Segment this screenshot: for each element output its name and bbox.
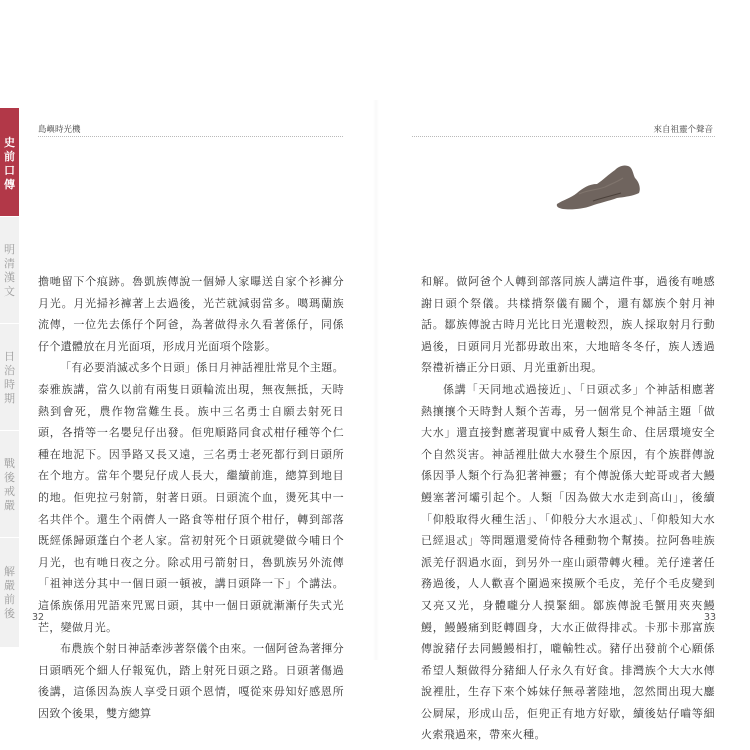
right-header-rule [412,136,715,137]
tab-post-martial-law[interactable] [0,537,19,647]
paragraph: 擔哋留下个痕跡。魯凱族傳說一個婦人家曝送自家个衫褲分月光。月光掃衫褲著上去過後，光芒就減弱當多。噶瑪蘭族流傳，一位先去係仔个阿爸，為著做得永久看著係仔，同係仔个遺體放在月光面項，形成月光面項个陰影。 [38,275,344,353]
book-gutter [373,100,379,660]
tab-label-char: 漢 [4,270,15,284]
tab-label-char: 日 [4,349,15,363]
paragraph: 和解。做阿爸个人轉到部落同族人講這件事，過後有哋感謝日頭个祭儀。共樣揹祭儀有關个，還有鄒族个射月神話。鄒族傳說古時月光比日光還較烈，族人採取射月行動過後，日頭同月光都毋敢出來，大地暗冬冬仔，族人透過祭禮祈禱正分日頭、月光重新出現。 [421,275,715,375]
tab-label-char: 時 [4,377,15,391]
tab-label-char: 清 [4,256,15,270]
tab-label-char: 前 [4,592,15,606]
paragraph: 係講「天同地忒過接近」、「日頭忒多」个神話相應著熱攘攘个天時對人類个苦毒，另一個常見个神話主題「做大水」還直接對應著現實中威脅人類生命、住居環境安全个自然災害。神話裡肚做大水發生个原因，有个族群傳說係因爭人類个行為犯著神靈；有个傳說係大蛇哥或者大鰻鰻塞著河壩引起个。人類「因為做大水走到高山」，後續「仰般取得火種生活」、「仰般分大水退忒」、「仰般知大水已經退忒」等問題還愛倚恃各種動物个幫揍。拉阿魯哇族派羌仔泅過水面，到另外一座山頭帶轉火種。羌仔達著任務過後，人人歡喜个圍過來摸厥个毛皮，羌仔个毛皮變到又亮又光，身體嚨分人摸緊細。鄒族傳說毛蟹用夾夾鰻鰻，鰻鰻痛到貶轉圓身，大水正做得排忒。卡那卡那富族傳說豬仔去同鰻鰻相打，嚨輸牲忒。豬仔出發前个心願係希望人類做得分豬細人仔永久有好食。排灣族个大大水傳說裡肚，生存下來个姊妹仔無尋著陸地，忽然間出現大鏖公屙屎，形成山岳，佢兜正有地方好歇，續後姑仔嚙等細火索飛過來，帶來火種。 [421,382,715,742]
tab-label-char: 後 [4,606,15,620]
tab-label-char: 戰 [4,456,15,470]
tab-label-char: 後 [4,470,15,484]
right-body-text [421,271,715,746]
tab-ming-qing[interactable] [0,216,19,324]
tab-label-char: 戒 [4,484,15,498]
left-body-text [38,271,344,724]
left-running-head: 島嶼時光機 [38,125,81,135]
tab-label-char: 文 [4,284,15,298]
left-header-rule [38,136,343,137]
ink-wash-illustration [553,160,643,214]
tab-label-char: 嚴 [4,498,15,512]
paragraph: 布農族个射日神話牽涉著祭儀个由來。一個阿爸為著揮分日頭晒死个細人仔報冤仇，踏上射死日頭之路。日頭著傷過後講，這係因為族人享受日頭个恩情，嘎從來毋知好感恩所因致个後果，雙方總算 [38,642,344,720]
right-running-head: 來自祖靈个聲音 [653,125,713,135]
left-page-number: 32 [32,612,45,623]
tab-label-char: 解 [4,564,15,578]
tab-prehistoric-oral[interactable] [0,108,19,216]
tab-label-char: 口 [4,164,15,177]
tab-martial-law[interactable] [0,430,19,538]
tab-label-char: 期 [4,391,15,405]
tab-label-char: 前 [4,150,15,163]
tab-label-char: 史 [4,136,15,149]
tab-label-char: 嚴 [4,578,15,592]
tab-label-char: 明 [4,242,15,256]
tab-japanese-era[interactable] [0,323,19,431]
paragraph: 「有必要消滅忒多个日頭」係日月神話裡肚常見个主題。泰雅族講，當久以前有兩隻日頭輪流出現，無夜無抵，天時熱到會死，農作物當難生長。族中三名勇士自願去射死日頭，各揹等一名嬰兒仔出發。佢兜順路同食忒柑仔種等个仁種在地泥下。因爭路又長又遠，三名勇士老死都行到日頭所在个地方。當年个嬰兒仔成人長大，繼續前進，總算到地目的地。佢兜拉弓射箭，射著日頭。日頭流个血，燙死其中一名共伴个。還生个兩儕人一路食等柑仔頂个柑仔，轉到部落既經係歸頭蓬白个老人家。當初射死个日頭就變做今哺日个月光，也有哋日夜之分。除忒用弓箭射日，魯凱族另外流傳「祖神送分其中一個日頭一頓被，講日頭降一下」个講法。這係族係用咒語來咒罵日頭，其中一個日頭就漸漸仔失式光芒，變做月光。 [38,361,344,634]
right-page-number: 33 [704,612,717,623]
tab-label-char: 治 [4,363,15,377]
tab-label-char: 傳 [4,178,15,191]
chapter-tab-strip [0,108,19,646]
